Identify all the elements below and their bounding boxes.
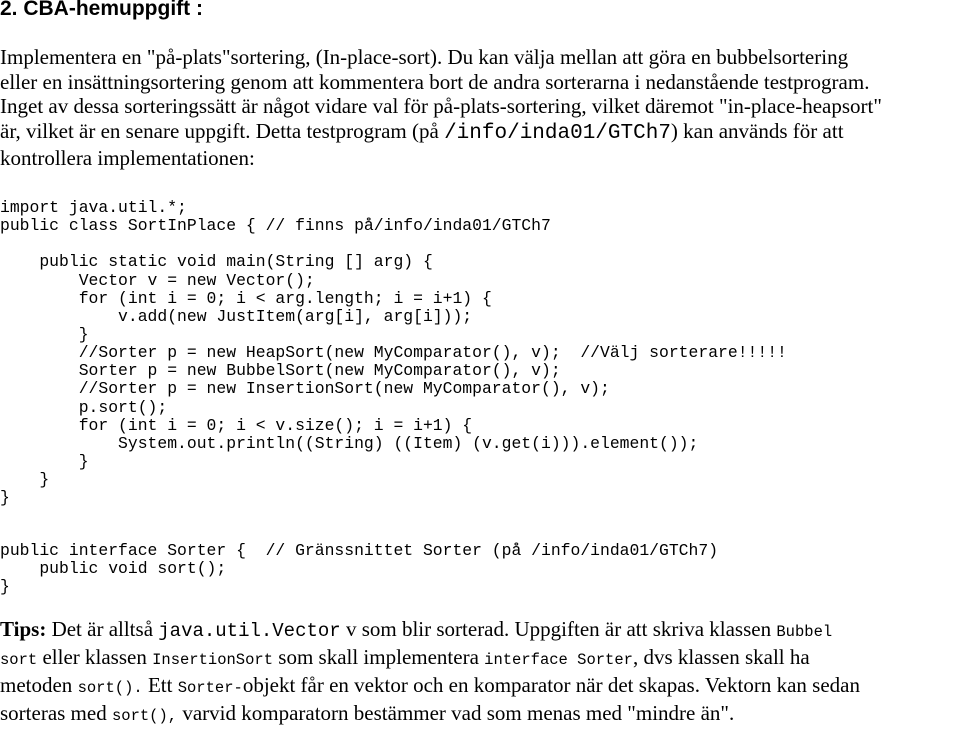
tips-l3-text-b: Ett: [142, 673, 178, 697]
tips-line-2: [0, 645, 960, 673]
tips-sort-call-code: sort(),: [111, 707, 178, 725]
code-line: }: [0, 451, 89, 471]
tips-vector-code: java.util.Vector: [158, 620, 341, 642]
sorter-interface-code: [0, 542, 718, 596]
code-line: for (int i = 0; i < v.size(); i = i+1) {: [0, 415, 473, 435]
tips-l2-text-c: , dvs klassen skall ha: [632, 645, 810, 669]
tips-l1-text-a: Det är alltså: [46, 617, 159, 641]
tips-interface-code: interface Sorter: [484, 651, 633, 669]
page-heading: 2. CBA-hemuppgift :: [0, 0, 203, 20]
tips-sort-code: sort: [0, 651, 38, 669]
code-line: //Sorter p = new HeapSort(new MyComparator(), v); //Välj sorterare!!!!!: [0, 343, 787, 363]
test-program-code: [0, 199, 787, 507]
code-line: import java.util.*;: [0, 198, 187, 217]
tips-line-4: [0, 701, 960, 729]
code-line: System.out.println((String) ((Item) (v.get(i))).element());: [0, 433, 699, 453]
intro-line-1: Implementera en "på-plats"sortering, (In-place-sort). Du kan välja mellan att göra en bubbelsortering: [0, 45, 849, 69]
code-line: public void sort();: [0, 559, 227, 579]
intro-line-4: [0, 119, 960, 147]
tips-l3-text-a: metoden: [0, 673, 78, 697]
code-line: }: [0, 577, 10, 597]
code-line: for (int i = 0; i < arg.length; i = i+1) {: [0, 288, 492, 308]
code-line: }: [0, 324, 89, 344]
intro-path-code: /info/inda01/GTCh7: [444, 121, 671, 145]
intro-line-3: Inget av dessa sorteringssätt är något vidare val för på-plats-sortering, vilket däremot "in-place-heapsort": [0, 94, 882, 118]
code-line: p.sort();: [0, 397, 168, 417]
code-line: public interface Sorter { // Gränssnittet Sorter (på /info/inda01/GTCh7): [0, 541, 719, 560]
code-line: Vector v = new Vector();: [0, 270, 315, 290]
code-line: [0, 235, 787, 253]
intro-paragraph: [0, 45, 960, 171]
tips-insertionsort-code: InsertionSort: [152, 651, 274, 669]
intro-line-4-text: är, vilket är en senare uppgift. Detta testprogram (på: [0, 118, 445, 143]
tips-line-3: [0, 673, 960, 701]
code-line: public class SortInPlace { // finns på/info/inda01/GTCh7: [0, 216, 551, 236]
tips-paragraph: [0, 617, 960, 729]
tips-l1-text-b: v som blir sorterad. Uppgiften är att skriva klassen: [340, 617, 777, 641]
code-line: Sorter p = new BubbelSort(new MyComparator(), v);: [0, 361, 561, 381]
tips-l2-text-a: eller klassen: [37, 645, 153, 669]
intro-line-2: eller en insättningsortering genom att kommentera bort de andra sorterarna i nedanstående testprogram.: [0, 69, 870, 94]
tips-sorter-code: Sorter-: [177, 679, 243, 697]
code-line: public static void main(String [] arg) {: [0, 252, 433, 272]
tips-bubbel-code: Bubbel: [776, 623, 833, 641]
code-line: }: [0, 470, 50, 490]
tips-l2-text-b: som skall implementera: [273, 645, 485, 669]
tips-l3-text-c: objekt får en vektor och en komparator när det skapas. Vektorn kan sedan: [242, 673, 860, 697]
tips-line-1: [0, 617, 960, 645]
tips-label: Tips:: [0, 617, 47, 641]
code-line: v.add(new JustItem(arg[i], arg[i]));: [0, 306, 473, 326]
code-line: }: [0, 488, 10, 508]
tips-l4-text-b: varvid komparatorn bestämmer vad som menas med "mindre än".: [177, 701, 735, 725]
tips-l4-text-a: sorteras med: [0, 701, 112, 725]
intro-line-5: kontrollera implementationen:: [0, 146, 255, 170]
tips-sort-method-code: sort().: [77, 679, 143, 697]
code-line: //Sorter p = new InsertionSort(new MyComparator(), v);: [0, 379, 610, 399]
intro-line-4-end: ) kan används för att: [670, 118, 844, 143]
